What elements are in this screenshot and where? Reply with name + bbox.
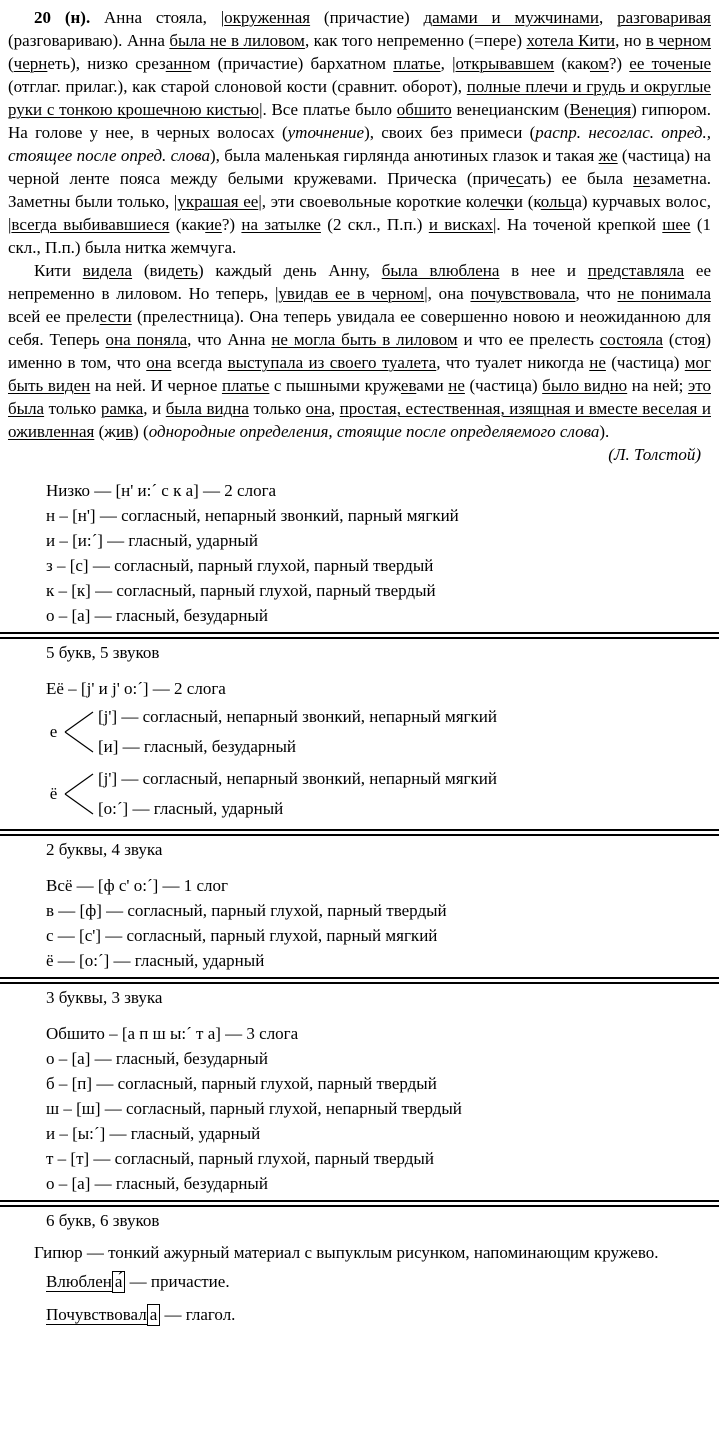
phonetic-line: ё — [о:´] — гласный, ударный [46,951,265,970]
text-segment: ее непременно в лиловом. Но теперь, | [8,261,712,303]
text-segment: (разговариваю). Анна [8,31,170,50]
text-segment: ( [8,54,14,73]
text-segment: еть [175,261,198,280]
text-segment: (как [169,215,206,234]
text-segment: , что [575,284,618,303]
phonetic-line: б – [п] — согласный, парный глухой, парный твердый [46,1074,437,1093]
text-segment: , что туалет никогда [436,353,590,372]
letter-sound-count: 2 буквы, 4 звука [46,840,163,859]
text-segment: в черном [645,31,711,50]
paragraph-2 [8,259,711,443]
text-segment: ), была маленькая гирлянда анютиных глазок и такая [210,146,599,165]
text-segment: было видно [542,376,628,395]
text-segment: мог быть виден [8,353,711,395]
fork-letter: ё [49,784,58,803]
text-segment: состояла [599,330,664,349]
text-segment: шее [662,215,691,234]
text-segment: , [330,399,340,418]
author-attribution: (Л. Толстой) [608,445,701,464]
word-stem: Влюблен [46,1272,112,1291]
text-segment: еть), низко срез [47,54,166,73]
text-segment: ) гипюром. На голове у нее, в черных волосах ( [8,100,711,142]
text-segment: была не в лиловом [169,31,305,50]
text-segment: была влюблена [381,261,500,280]
analysis-section-vsyo [8,873,711,1010]
text-segment: ие [205,215,222,234]
separator-rule [0,1200,719,1207]
text-segment: на ней. И черное [90,376,222,395]
text-segment: простая, естественная, изящная и вместе веселая и оживленная [8,399,711,441]
fork-rows [98,764,497,824]
text-segment: же [598,146,618,165]
analysis-header-obshito: Обшито – [а п ш ы:´ т а] — 3 слога [46,1024,299,1043]
text-segment: в нее и [499,261,588,280]
phonetic-line: и – [ы:´] — гласный, ударный [46,1124,261,1143]
analysis-section-nizko [8,478,711,665]
ending-box: а [147,1304,161,1326]
text-segment: разговаривая [617,8,711,27]
text-segment: |, она [424,284,471,303]
text-segment: представляла [587,261,685,280]
fork-row: [и] — гласный, безударный [98,737,296,756]
text-segment: (прелестница). Она теперь увидала ее совершенно новою и неожиданною для себя. Теперь [8,307,711,349]
text-segment: (ж [94,422,116,441]
text-segment: не [448,376,465,395]
text-segment: только [44,399,101,418]
phonetic-line: ш – [ш] — согласный, парный глухой, непарный твердый [46,1099,462,1118]
paragraph-1 [8,6,711,259]
text-segment: и висках [428,215,493,234]
text-segment: ) ( [133,422,149,441]
phonetic-line: о – [а] — гласный, безударный [46,606,268,625]
text-segment: выступала из своего туалета [227,353,437,372]
text-segment: ольц [540,192,575,211]
phonetic-line: н – [н'] — согласный, непарный звонкий, парный мягкий [46,506,459,525]
text-segment: распр. несоглас. опред., стоящее после опред. слова [8,123,712,165]
text-segment: , но [615,31,646,50]
text-segment: однородные определения, стоящие после определяемого слова [148,422,600,441]
analysis-header-eyo: Её – [j' и j' о:´] — 2 слога [46,679,226,698]
text-segment: |. На точеной крепкой [492,215,663,234]
text-segment: заметна. Заметны были только, | [8,169,712,211]
text-segment: , что Анна [187,330,272,349]
text-segment: всегда выбивавшиеся [11,215,170,234]
fork-rows [98,702,497,762]
letter-sound-count: 5 букв, 5 звуков [46,643,160,662]
text-segment: ее точеные [629,54,711,73]
phonetic-line: о – [а] — гласный, безударный [46,1174,268,1193]
text-segment: только [248,399,306,418]
text-segment: ом (причастие) бархатном [191,54,394,73]
text-segment: не [589,353,606,372]
text-segment: (частица) [464,376,543,395]
text-segment: она [305,399,331,418]
fork-row: [j'] — согласный, непарный звонкий, непарный мягкий [98,707,497,726]
text-segment: украшая ее [177,192,259,211]
text-segment: на ней; [627,376,688,395]
phonetic-line: о – [а] — гласный, безударный [46,1049,268,1068]
text-segment: , как того непременно (=пере) [304,31,527,50]
ending-box: а́ [112,1271,126,1293]
text-segment: (как [554,54,590,73]
text-segment: рамка [100,399,144,418]
text-segment: я [697,330,706,349]
text-segment: а) курчавых волос, | [8,192,712,234]
text-segment: и что ее прелесть [457,330,600,349]
text-segment: ) каждый день Анну, [198,261,382,280]
text-segment: ?) [221,215,242,234]
text-segment: ес [507,169,524,188]
definition-paragraph: Гипюр — тонкий ажурный материал с выпуклым рисунком, напоминающим кружево. [34,1243,659,1262]
text-segment: , [598,8,618,27]
phonetic-line: т – [т] — согласный, парный глухой, парный твердый [46,1149,434,1168]
text-segment: 20 (н). [34,8,91,27]
text-segment: , и [143,399,166,418]
text-segment: ). [599,422,610,441]
text-segment: ом [589,54,609,73]
text-segment: дамами и мужчинами [423,8,599,27]
text-segment: |, эти своевольные короткие кол [258,192,490,211]
text-segment: окруженная [224,8,311,27]
text-segment: с пышными круж [269,376,401,395]
text-segment: Анна стояла, | [90,8,225,27]
text-segment: почувствовала [470,284,576,303]
separator-rule [0,977,719,984]
fork-branch-lines-icon [62,701,96,763]
text-segment: (сто [663,330,698,349]
text-segment: открывавшем [455,54,555,73]
text-segment: венецианским ( [451,100,570,119]
morphology-line [8,1267,711,1297]
letter-sound-count: 3 буквы, 3 звука [46,988,163,1007]
analysis-header-nizko: Низко — [н' и:´ с к а] — 2 слога [46,481,277,500]
fork-row: [j'] — согласный, непарный звонкий, непарный мягкий [98,769,497,788]
text-segment: ами [416,376,449,395]
text-segment: хотела Кити [526,31,616,50]
analysis-sections [8,478,711,1233]
text-segment: была видна [165,399,249,418]
text-segment: на затылке [241,215,321,234]
text-segment: уточнение [287,123,365,142]
text-segment: |. Все платье было [259,100,397,119]
text-segment: ), своих без примеси ( [364,123,536,142]
phonetic-line: к – [к] — согласный, парный глухой, парный твердый [46,581,436,600]
text-segment: ?) [608,54,630,73]
fork-letter: е [49,722,58,741]
text-segment: видела [82,261,133,280]
text-segment: платье [221,376,270,395]
phonetic-line: с — [с'] — согласный, парный глухой, парный мягкий [46,926,438,945]
exercise-text [8,6,711,443]
text-segment: полные плечи и грудь и округлые руки с тонкою крошечною кистью [8,77,711,119]
morphology-label: — глагол. [160,1305,236,1324]
text-segment: обшито [396,100,452,119]
analysis-header-vsyo: Всё — [ф с' о:´] — 1 слог [46,876,229,895]
text-segment: ев [400,376,417,395]
text-segment: ести [99,307,132,326]
text-segment: ечк [489,192,514,211]
fork-group-ё [46,763,711,825]
text-segment: она [146,353,172,372]
text-segment: платье [393,54,441,73]
morphology-word [46,1272,125,1291]
text-segment: не могла быть в лиловом [271,330,458,349]
text-segment: не понимала [617,284,712,303]
letter-sound-count: 6 букв, 6 звуков [46,1211,160,1230]
text-segment: (частица) [605,353,685,372]
analysis-section-obshito [8,1021,711,1233]
text-segment: не [633,169,651,188]
text-segment: Венеция [569,100,632,119]
text-segment: черн [13,54,48,73]
phonetic-line: в — [ф] — согласный, парный глухой, парный твердый [46,901,447,920]
text-segment: (2 скл., П.п.) [320,215,429,234]
text-segment: (отглаг. прилаг.), как старой слоновой кости (сравнит. оборот), [8,77,467,96]
fork-row: [о:´] — гласный, ударный [98,799,284,818]
analysis-section-eyo [8,676,711,862]
text-segment: (причастие) [310,8,424,27]
text-segment: ) именно в том, что [8,330,711,372]
morphology-label: — причастие. [125,1272,230,1291]
morphology-word [46,1305,160,1324]
text-segment: всегда [171,353,228,372]
word-stem: Почувствовал [46,1305,147,1324]
separator-rule [0,632,719,639]
text-segment: (1 скл., П.п.) была нитка жемчуга. [8,215,711,257]
text-segment: анн [165,54,192,73]
fork-group-е [46,701,711,763]
text-segment: она поняла [105,330,188,349]
text-segment: (вид [132,261,176,280]
fork-branch-lines-icon [62,763,96,825]
morphology-line [8,1300,711,1330]
text-segment: ать) ее была [523,169,634,188]
text-segment: ив [115,422,134,441]
morphology-block [8,1267,711,1330]
text-segment: Кити [34,261,83,280]
text-segment: (частица) на черной ленте пояса между белыми кружевами. Прическа (прич [8,146,711,188]
phonetic-line: и – [и:´] — гласный, ударный [46,531,258,550]
text-segment: , | [440,54,456,73]
text-segment: увидав ее в черном [278,284,425,303]
text-segment: это была [8,376,711,418]
phonetic-line: з – [с] — согласный, парный глухой, парный твердый [46,556,434,575]
separator-rule [0,829,719,836]
text-segment: и (к [513,192,541,211]
text-segment: всей ее прел [8,307,100,326]
